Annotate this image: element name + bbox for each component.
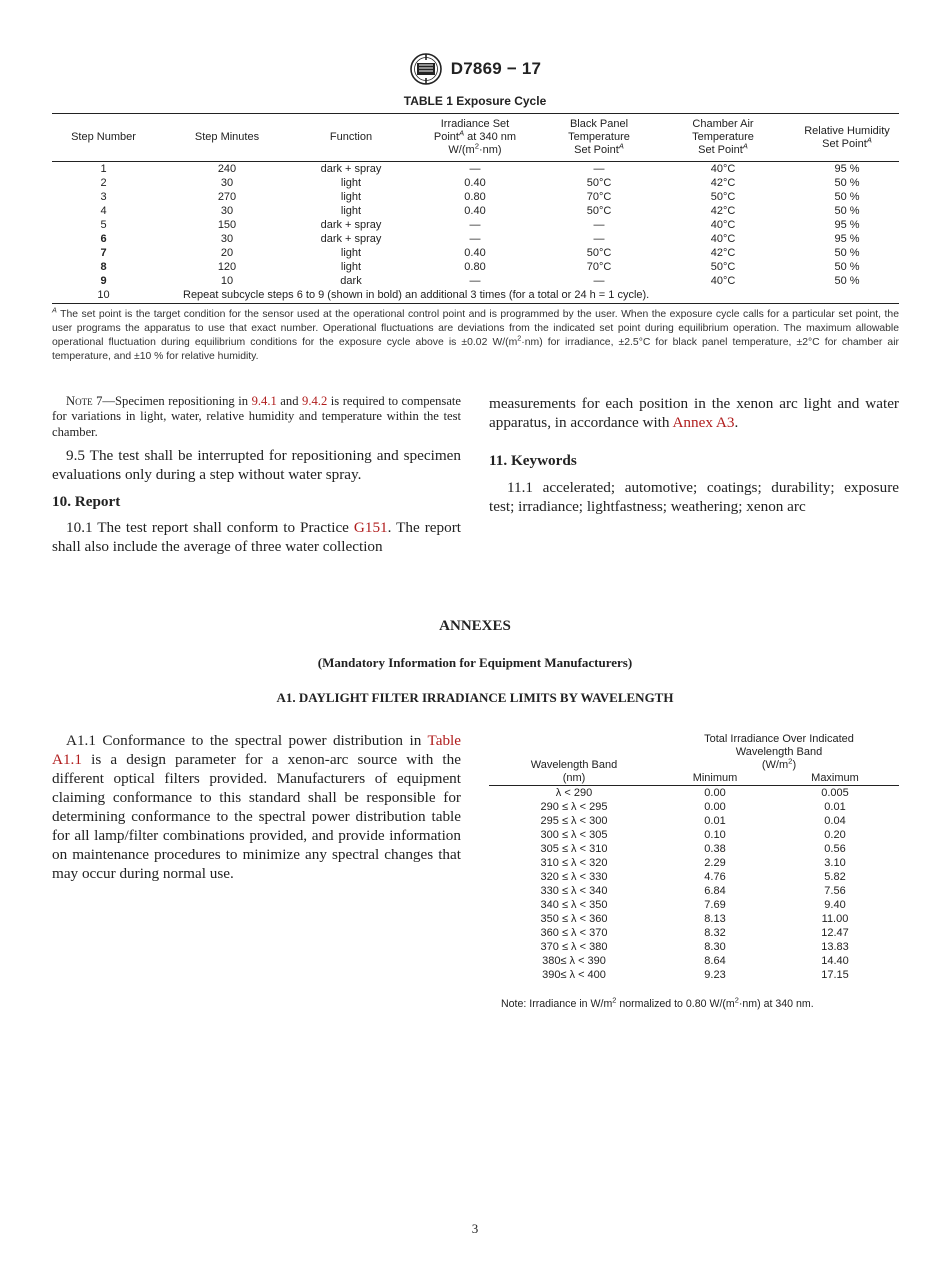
table-header-row bbox=[52, 114, 899, 162]
table-row bbox=[489, 884, 899, 898]
link-annex-a3[interactable]: Annex A3 bbox=[672, 414, 735, 431]
cell-minimum: 8.30 bbox=[704, 941, 726, 953]
table-row bbox=[489, 800, 899, 814]
exposure-cycle-table bbox=[52, 113, 899, 304]
cell-minimum: 8.13 bbox=[704, 913, 726, 925]
table-row bbox=[52, 274, 899, 288]
table-row bbox=[489, 814, 899, 828]
cell-maximum: 12.47 bbox=[821, 927, 849, 939]
link-9-4-2[interactable]: 9.4.2 bbox=[302, 394, 328, 408]
paragraph-9-5: 9.5 The test shall be interrupted for repositioning and specimen evaluations only during a step without water spray. bbox=[52, 447, 461, 483]
cell-irradiance: — bbox=[469, 219, 481, 231]
cell-rh: 50 % bbox=[834, 191, 860, 203]
cell-step: 4 bbox=[100, 205, 107, 217]
cell-band: 350 ≤ λ < 360 bbox=[540, 913, 608, 925]
table-row bbox=[489, 828, 899, 842]
cell-maximum: 0.005 bbox=[821, 787, 849, 799]
header-irradiance: Irradiance Set Point$^A$ at 340 nm $W/(m^2\cdot nm)$ bbox=[403, 114, 547, 162]
cell-function: dark + spray bbox=[320, 163, 382, 175]
table-row bbox=[489, 786, 899, 801]
cell-chamber: 40°C bbox=[710, 163, 736, 175]
table-a1-1-note: Note: Irradiance in $W/m^2$ normalized to 0.80 $W/(m^2\cdot nm)$ at 340 nm. bbox=[501, 995, 814, 1010]
cell-function: dark + spray bbox=[320, 219, 382, 231]
paragraph-11-1: 11.1 accelerated; automotive; coatings; durability; exposure test; irradiance; lightfastness; weathering; xenon arc bbox=[489, 479, 899, 515]
cell-chamber: 50°C bbox=[710, 261, 736, 273]
annexes-title: ANNEXES bbox=[439, 618, 511, 634]
irradiance-limits-table bbox=[489, 733, 899, 982]
cell-function: light bbox=[340, 177, 362, 189]
cell-minutes: 120 bbox=[217, 261, 237, 273]
cell-step: 7 bbox=[100, 247, 107, 259]
cell-black-panel: 50°C bbox=[586, 247, 612, 259]
cell-band: 340 ≤ λ < 350 bbox=[540, 899, 608, 911]
cell-band: 310 ≤ λ < 320 bbox=[540, 857, 608, 869]
table-row bbox=[489, 898, 899, 912]
cell-black-panel: 50°C bbox=[586, 177, 612, 189]
astm-logo-icon bbox=[409, 52, 443, 86]
cell-chamber: 42°C bbox=[710, 177, 736, 189]
paragraph-10-1: 10.1 The test report shall conform to Practice G151. The report shall also include the average of three water collection bbox=[52, 519, 461, 555]
cell-minimum: 7.69 bbox=[704, 899, 726, 911]
table-header-row bbox=[489, 772, 899, 786]
cell-band: 290 ≤ λ < 295 bbox=[540, 801, 608, 813]
cell-minutes: 20 bbox=[220, 247, 234, 259]
cell-irradiance: 0.40 bbox=[464, 247, 486, 259]
cell-maximum: 9.40 bbox=[824, 899, 846, 911]
cell-band: 300 ≤ λ < 305 bbox=[540, 829, 608, 841]
table-row bbox=[52, 232, 899, 246]
cell-minimum: 0.01 bbox=[704, 815, 726, 827]
table-row bbox=[52, 218, 899, 232]
cell-rh: 95 % bbox=[834, 163, 860, 175]
document-id: D7869 − 17 bbox=[450, 59, 542, 78]
cell-chamber: 40°C bbox=[710, 219, 736, 231]
cell-chamber: 40°C bbox=[710, 275, 736, 287]
note-7: Note 7—Specimen repositioning in 9.4.1 and 9.4.2 is required to compensate for variations in light, water, relative humidity and temperature within the test chamber. bbox=[52, 394, 462, 439]
cell-minutes: 10 bbox=[220, 275, 234, 287]
cell-black-panel: 70°C bbox=[586, 261, 612, 273]
header-nm: (nm) bbox=[489, 772, 659, 786]
cell-minutes: 30 bbox=[220, 233, 234, 245]
paragraph-10-1-continued: measurements for each position in the xenon arc light and water apparatus, in accordance with Annex A3. bbox=[489, 395, 899, 431]
header-wavelength-band: Wavelength Band bbox=[530, 759, 618, 771]
cell-chamber: 42°C bbox=[710, 205, 736, 217]
table-row bbox=[52, 190, 899, 204]
cell-step: 8 bbox=[100, 261, 107, 273]
cell-rh: 50 % bbox=[834, 247, 860, 259]
table-row bbox=[52, 260, 899, 274]
link-9-4-1[interactable]: 9.4.1 bbox=[251, 394, 277, 408]
cell-chamber: 40°C bbox=[710, 233, 736, 245]
cell-minutes: 30 bbox=[220, 177, 234, 189]
header-step-number: Step Number bbox=[52, 114, 155, 162]
table-row bbox=[489, 856, 899, 870]
header-function: Function bbox=[299, 114, 403, 162]
cell-maximum: 7.56 bbox=[824, 885, 846, 897]
table-row bbox=[52, 176, 899, 190]
cell-band: 390≤ λ < 400 bbox=[542, 969, 606, 981]
link-g151[interactable]: G151 bbox=[353, 519, 388, 536]
cell-maximum: 3.10 bbox=[824, 857, 846, 869]
table-row bbox=[489, 870, 899, 884]
header-chamber-air: Chamber Air Temperature Set Point$^A$ bbox=[651, 114, 795, 162]
cell-band: 360 ≤ λ < 370 bbox=[540, 927, 608, 939]
cell-black-panel: — bbox=[593, 233, 605, 245]
table-row bbox=[489, 968, 899, 982]
cell-function: dark + spray bbox=[320, 233, 382, 245]
cell-maximum: 14.40 bbox=[821, 955, 849, 967]
table-row bbox=[489, 926, 899, 940]
cell-function: light bbox=[340, 191, 362, 203]
page-header bbox=[0, 52, 950, 86]
cell-step: 10 bbox=[52, 288, 155, 304]
cell-band: 380≤ λ < 390 bbox=[542, 955, 606, 967]
cell-step: 3 bbox=[100, 191, 107, 203]
annexes-subtitle: (Mandatory Information for Equipment Manufacturers) bbox=[317, 655, 633, 670]
cell-minutes: 150 bbox=[217, 219, 237, 231]
cell-minimum: 0.00 bbox=[704, 787, 726, 799]
cell-rh: 50 % bbox=[834, 205, 860, 217]
cell-repeat-text: Repeat subcycle steps 6 to 9 (shown in bold) an additional 3 times (for a total or 24 h = 1 cycle). bbox=[155, 288, 899, 304]
cell-step: 5 bbox=[100, 219, 107, 231]
cell-maximum: 0.56 bbox=[824, 843, 846, 855]
cell-minimum: 0.10 bbox=[704, 829, 726, 841]
table-row bbox=[52, 204, 899, 218]
cell-irradiance: 0.80 bbox=[464, 261, 486, 273]
cell-black-panel: 70°C bbox=[586, 191, 612, 203]
cell-maximum: 0.04 bbox=[824, 815, 846, 827]
cell-step: 2 bbox=[100, 177, 107, 189]
cell-irradiance: 0.80 bbox=[464, 191, 486, 203]
table-row-repeat bbox=[52, 288, 899, 304]
cell-minutes: 270 bbox=[217, 191, 237, 203]
cell-rh: 95 % bbox=[834, 219, 860, 231]
cell-step: 1 bbox=[100, 163, 107, 175]
cell-minutes: 30 bbox=[220, 205, 234, 217]
cell-step: 6 bbox=[100, 233, 107, 245]
table-row bbox=[489, 954, 899, 968]
header-relative-humidity: Relative Humidity Set Point$^A$ bbox=[795, 114, 899, 162]
header-minimum: Minimum bbox=[659, 772, 771, 786]
cell-minimum: 2.29 bbox=[704, 857, 726, 869]
cell-maximum: 13.83 bbox=[821, 941, 849, 953]
header-maximum: Maximum bbox=[771, 772, 899, 786]
cell-function: dark bbox=[340, 275, 362, 287]
table-row bbox=[52, 246, 899, 260]
heading-keywords: 11. Keywords bbox=[489, 452, 577, 469]
cell-minimum: 0.00 bbox=[704, 801, 726, 813]
cell-minimum: 8.32 bbox=[704, 927, 726, 939]
paragraph-a1-1: A1.1 Conformance to the spectral power distribution in Table A1.1 is a design parameter for a xenon-arc source with the different optical filters provided. Manufacturers of equipment claiming conformance to this standard shall be responsible for determining conformance to the spectral power distribution table for all lamp/filter combinations provided, and provide information on maintenance procedures to minimize any spectral changes that may occur during normal use. bbox=[52, 732, 461, 882]
cell-black-panel: — bbox=[593, 275, 605, 287]
cell-irradiance: 0.40 bbox=[464, 177, 486, 189]
cell-maximum: 5.82 bbox=[824, 871, 846, 883]
cell-black-panel: — bbox=[593, 163, 605, 175]
header-total-irradiance: Total Irradiance Over Indicated Wavelength Band $(W/m^2)$ bbox=[704, 733, 854, 771]
cell-function: light bbox=[340, 205, 362, 217]
cell-maximum: 17.15 bbox=[821, 969, 849, 981]
table-row bbox=[489, 940, 899, 954]
cell-minimum: 0.38 bbox=[704, 843, 726, 855]
table1-footnote: $^A$ The set point is the target condition for the sensor used at the operational control point and is programmed by the user. When the exposure cycle calls for a particular set point, the user programs the apparatus to use that exact number. Operational fluctuations are deviations from the indicated set point during equilibrium operation. The maximum allowable operational fluctuation during equilibrium conditions for the exposure cycle above is ±0.02 $W/(m^2\cdot nm)$ for irradiance, ±2.5°C for black panel temperature, ±2°C for chamber air temperature, and ±10 % for relative humidity. bbox=[52, 305, 899, 362]
heading-report: 10. Report bbox=[52, 493, 121, 510]
cell-band: λ < 290 bbox=[555, 787, 593, 799]
cell-rh: 50 % bbox=[834, 177, 860, 189]
cell-minimum: 6.84 bbox=[704, 885, 726, 897]
cell-chamber: 50°C bbox=[710, 191, 736, 203]
cell-irradiance: — bbox=[469, 275, 481, 287]
cell-minimum: 8.64 bbox=[704, 955, 726, 967]
cell-black-panel: — bbox=[593, 219, 605, 231]
cell-rh: 50 % bbox=[834, 261, 860, 273]
cell-chamber: 42°C bbox=[710, 247, 736, 259]
cell-step: 9 bbox=[100, 275, 107, 287]
cell-band: 370 ≤ λ < 380 bbox=[540, 941, 608, 953]
cell-rh: 50 % bbox=[834, 275, 860, 287]
cell-minimum: 9.23 bbox=[704, 969, 726, 981]
cell-minimum: 4.76 bbox=[704, 871, 726, 883]
cell-maximum: 0.01 bbox=[824, 801, 846, 813]
cell-maximum: 11.00 bbox=[821, 913, 849, 925]
page-number: 3 bbox=[471, 1221, 479, 1236]
cell-irradiance: — bbox=[469, 233, 481, 245]
table-header-row bbox=[489, 733, 899, 772]
cell-band: 295 ≤ λ < 300 bbox=[540, 815, 608, 827]
header-step-minutes: Step Minutes bbox=[155, 114, 299, 162]
annex-a1-title: A1. DAYLIGHT FILTER IRRADIANCE LIMITS BY WAVELENGTH bbox=[276, 690, 674, 705]
table1-title: TABLE 1 Exposure Cycle bbox=[403, 94, 547, 108]
cell-maximum: 0.20 bbox=[824, 829, 846, 841]
header-black-panel: Black Panel Temperature Set Point$^A$ bbox=[547, 114, 651, 162]
cell-band: 305 ≤ λ < 310 bbox=[540, 843, 608, 855]
cell-function: light bbox=[340, 261, 362, 273]
cell-irradiance: — bbox=[469, 163, 481, 175]
cell-irradiance: 0.40 bbox=[464, 205, 486, 217]
table-row bbox=[52, 162, 899, 177]
table-row bbox=[489, 842, 899, 856]
cell-band: 320 ≤ λ < 330 bbox=[540, 871, 608, 883]
cell-minutes: 240 bbox=[217, 163, 237, 175]
cell-function: light bbox=[340, 247, 362, 259]
table-row bbox=[489, 912, 899, 926]
cell-rh: 95 % bbox=[834, 233, 860, 245]
link-table-a1-1[interactable]: Table A1.1 bbox=[52, 732, 461, 768]
cell-band: 330 ≤ λ < 340 bbox=[540, 885, 608, 897]
cell-black-panel: 50°C bbox=[586, 205, 612, 217]
